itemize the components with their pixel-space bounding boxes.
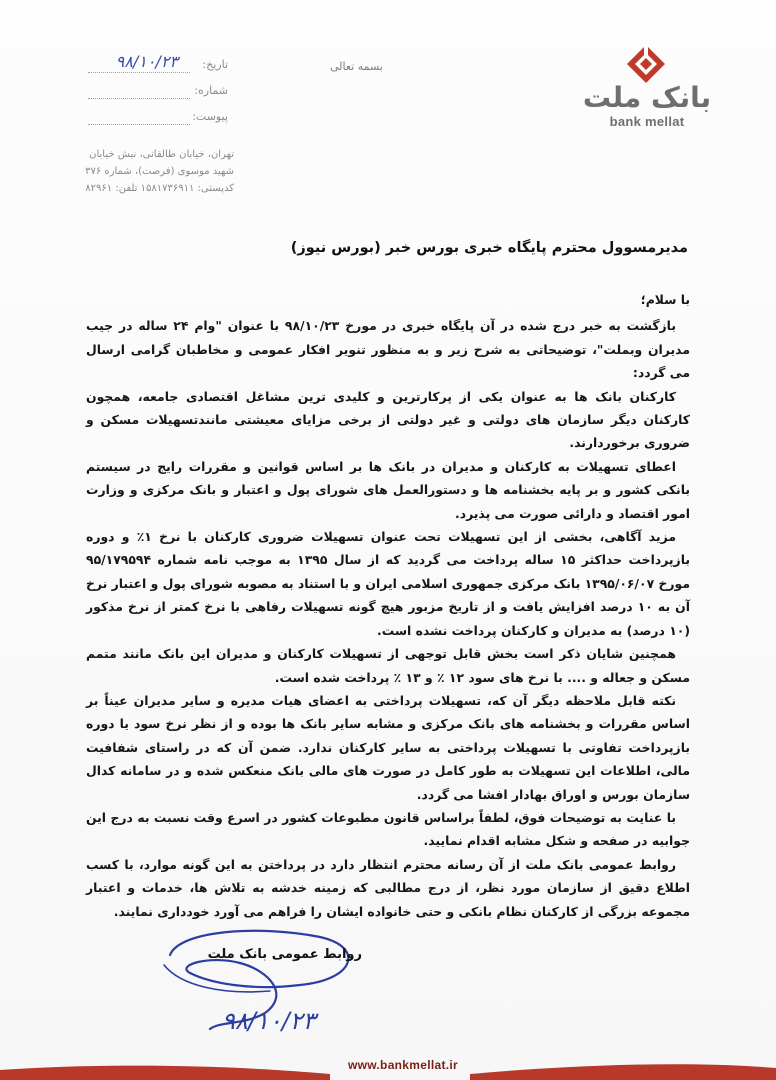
bank-mellat-emblem-icon bbox=[626, 44, 666, 84]
date-field bbox=[88, 52, 228, 82]
signature-block bbox=[150, 925, 380, 1045]
attachment-field bbox=[88, 108, 228, 134]
logo-text-fa: بانک ملت bbox=[582, 81, 712, 114]
address-line: شهید موسوی (فرصت)، شماره ۳۷۶ bbox=[85, 166, 234, 177]
paragraph: روابط عمومی بانک ملت از آن رسانه محترم انتظار دارد در پرداختن به این گونه موارد، با کسب اطلاع دقیق از سازمان مورد نظر، از درج مطالبی که زمینه خدشه به تلاش ها، خدمات و اعتبار مجموعه بزرگی از کارکنان نظام بانکی و حتی خانواده ایشان را فراهم می آورد خودداری نمایند. bbox=[86, 856, 690, 919]
address-line: کدپستی: ۱۵۸۱۷۳۶۹۱۱ تلفن: ۸۲۹۶۱ bbox=[85, 183, 234, 194]
letter-meta bbox=[88, 52, 228, 134]
logo-text-en: bank mellat bbox=[609, 114, 685, 129]
attachment-label: پیوست: bbox=[192, 110, 228, 123]
paragraph: با عنایت به توضیحات فوق، لطفاً براساس قانون مطبوعات کشور در اسرع وقت نسبت به درج این جوابیه در صفحه و شکل مشابه اقدام نمایید. bbox=[86, 809, 690, 849]
paragraph: همچنین شایان ذکر است بخش قابل توجهی از تسهیلات کارکنان و مدیران این بانک مانند متمم مسکن و جعاله و .... با نرخ های سود ۱۲ ٪ و ۱۳ ٪ پرداخت شده است. bbox=[86, 646, 690, 685]
greeting: با سلام؛ bbox=[640, 292, 690, 307]
paragraph: نکته قابل ملاحظه دیگر آن که، تسهیلات پرداختی به اعضای هیات مدیره و سایر مدیران عیناً بر اساس مقررات و بخشنامه های بانک مرکزی و مشابه سایر بانک ها بوده و از نظر نرخ سود یا دوره بازپرداخت تفاوتی با تسهیلات پرداختی به سایر کارکنان ندارد. ضمن آن که در راستای شفافیت مالی، اطلاعات این تسهیلات به طور کامل در صورت های مالی بانک منعکس شده و در سامانه کدال سازمان بورس و اوراق بهادار افشا می گردد. bbox=[86, 692, 690, 802]
date-value: ۹۸/۱۰/۲۳ bbox=[115, 52, 178, 71]
paragraph: اعطای تسهیلات به کارکنان و مدیران در بانک ها بر اساس قوانین و مقررات رایج در سیستم بانکی کشور و بر پایه بخشنامه ها و دستورالعمل های شورای پول و اعتبار و بانک مرکزی و وزارت امور اقتصاد و دارائی صورت می پذیرد. bbox=[86, 458, 690, 521]
basmala: بسمه تعالی bbox=[330, 60, 383, 73]
paragraph: بازگشت به خبر درج شده در آن پایگاه خبری در مورخ ۹۸/۱۰/۲۳ با عنوان "وام ۲۴ ساله در جیب مدیران وبملت"، توضیحاتی به شرح زیر و به منظور تنویر افکار عمومی و مخاطبان گرامی ارسال می گردد: bbox=[86, 318, 690, 381]
date-label: تاریخ: bbox=[202, 58, 228, 71]
signature-name: روابط عمومی بانک ملت bbox=[207, 947, 362, 962]
address-line: تهران، خیابان طالقانی، نبش خیابان bbox=[89, 149, 234, 160]
number-field bbox=[88, 82, 228, 108]
paragraph: کارکنان بانک ها به عنوان یکی از پرکارترین و کلیدی ترین مشاغل اقتصادی جامعه، همچون کارکنان دیگر سازمان های دولتی و غیر دولتی از برخی مزایای معیشتی مانندتسهیلات مسکن و ضروری برخوردارند. bbox=[86, 388, 690, 451]
recipient: مدیرمسوول محترم پایگاه خبری بورس خبر (بورس نیوز) bbox=[290, 240, 688, 256]
signature-date: ۹۸/۱۰/۲۳ bbox=[222, 1007, 316, 1035]
bank-mellat-logo bbox=[582, 42, 712, 132]
number-label: شماره: bbox=[194, 84, 228, 97]
attachment-line bbox=[88, 124, 190, 125]
footer-website-link[interactable]: www.bankmellat.ir bbox=[347, 1058, 458, 1072]
number-line bbox=[88, 98, 190, 99]
paragraph: مزید آگاهی، بخشی از این تسهیلات تحت عنوان تسهیلات ضروری کارکنان با نرخ ۱٪ و دوره بازپرداخت حداکثر ۱۵ ساله پرداخت می گردید که از سال ۱۳۹۵ به موجب نامه شماره ۹۵/۱۷۹۵۹۴ مورخ ۱۳۹۵/۰۶/۰۷ بانک مرکزی جمهوری اسلامی ایران و با استناد به مصوبه شورای پول و اعتبار نرخ آن به ۱۰ درصد افزایش یافت و از تاریخ مزبور هیچ گونه تسهیلات رفاهی با نرخ کمتر از نرخ مذکور (۱۰ درصد) به مدیران و کارکنان پرداخت نشده است. bbox=[86, 529, 691, 638]
letter-body bbox=[86, 288, 690, 923]
date-line bbox=[88, 72, 190, 73]
sender-address bbox=[84, 146, 234, 197]
